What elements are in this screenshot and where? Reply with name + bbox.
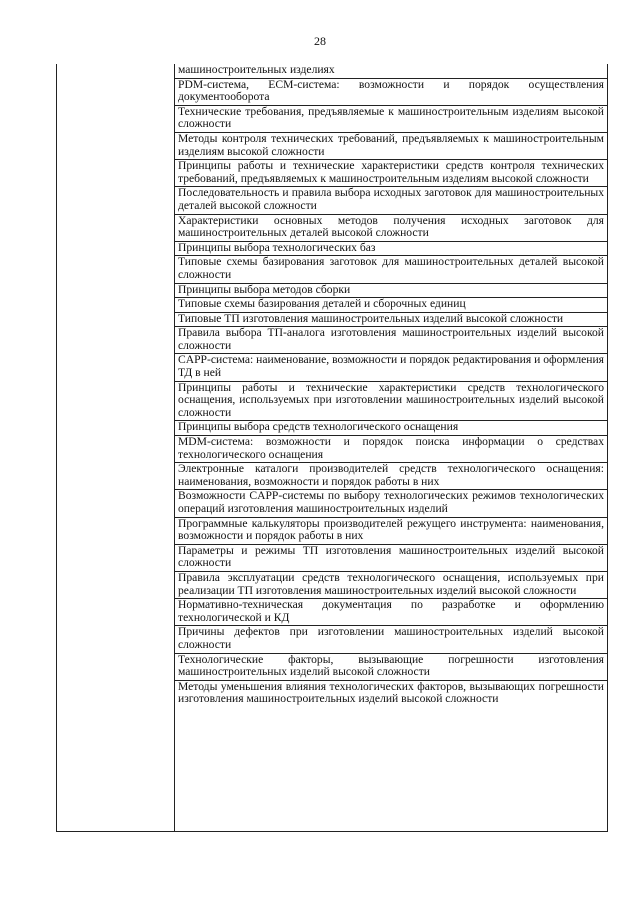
page-number: 28 — [314, 34, 326, 48]
table-row: Технические требования, предъявляемые к машиностроительным изделиям высокой сложности — [175, 105, 607, 132]
table-row: Принципы выбора технологических баз — [175, 241, 607, 256]
table-row: Методы уменьшения влияния технологических факторов, вызывающих погрешности изготовления машиностроительных изделий высокой сложности — [175, 680, 607, 707]
table-row: Принципы работы и технические характеристики средств технологического оснащения, используемых при изготовлении машиностроительных изделий высокой сложности — [175, 381, 607, 421]
table-row: MDM-система: возможности и порядок поиска информации о средствах технологического оснащения — [175, 435, 607, 462]
table-left-column — [57, 64, 175, 831]
table-row: PDM-система, ECM-система: возможности и порядок осуществления документооборота — [175, 78, 607, 105]
table-row: Типовые схемы базирования деталей и сборочных единиц — [175, 297, 607, 312]
table-row: Методы контроля технических требований, предъявляемых к машиностроительным изделиям высокой сложности — [175, 132, 607, 159]
table-right-column — [175, 64, 607, 707]
knowledge-table — [56, 64, 608, 832]
table-row: Программные калькуляторы производителей режущего инструмента: наименования, возможности и порядок работы в них — [175, 517, 607, 544]
table-row: Последовательность и правила выбора исходных заготовок для машиностроительных деталей высокой сложности — [175, 186, 607, 213]
table-row: Возможности CAPP-системы по выбору технологических режимов технологических операций изготовления машиностроительных изделий — [175, 489, 607, 516]
table-row: Типовые ТП изготовления машиностроительных изделий высокой сложности — [175, 312, 607, 327]
table-row: Принципы работы и технические характеристики средств контроля технических требований, предъявляемых к машиностроительным изделиям высокой сложности — [175, 159, 607, 186]
table-row: Принципы выбора средств технологического оснащения — [175, 420, 607, 435]
table-row: Технологические факторы, вызывающие погрешности изготовления машиностроительных изделий высокой сложности — [175, 653, 607, 680]
table-row: Правила эксплуатации средств технологического оснащения, используемых при реализации ТП изготовления машиностроительных изделий высокой сложности — [175, 571, 607, 598]
table-row: Причины дефектов при изготовлении машиностроительных изделий высокой сложности — [175, 625, 607, 652]
table-row: Параметры и режимы ТП изготовления машиностроительных изделий высокой сложности — [175, 544, 607, 571]
table-row: Правила выбора ТП-аналога изготовления машиностроительных изделий высокой сложности — [175, 326, 607, 353]
table-row: Нормативно-техническая документация по разработке и оформлению технологической и КД — [175, 598, 607, 625]
table-row: машиностроительных изделиях — [178, 64, 335, 76]
table-row: CAPP-система: наименование, возможности и порядок редактирования и оформления ТД в ней — [175, 353, 607, 380]
table-row: Принципы выбора методов сборки — [175, 283, 607, 298]
table-row: Типовые схемы базирования заготовок для машиностроительных деталей высокой сложности — [175, 255, 607, 282]
table-row: Характеристики основных методов получения исходных заготовок для машиностроительных деталей высокой сложности — [175, 214, 607, 241]
table-row: Электронные каталоги производителей средств технологического оснащения: наименования, возможности и порядок работы в них — [175, 462, 607, 489]
